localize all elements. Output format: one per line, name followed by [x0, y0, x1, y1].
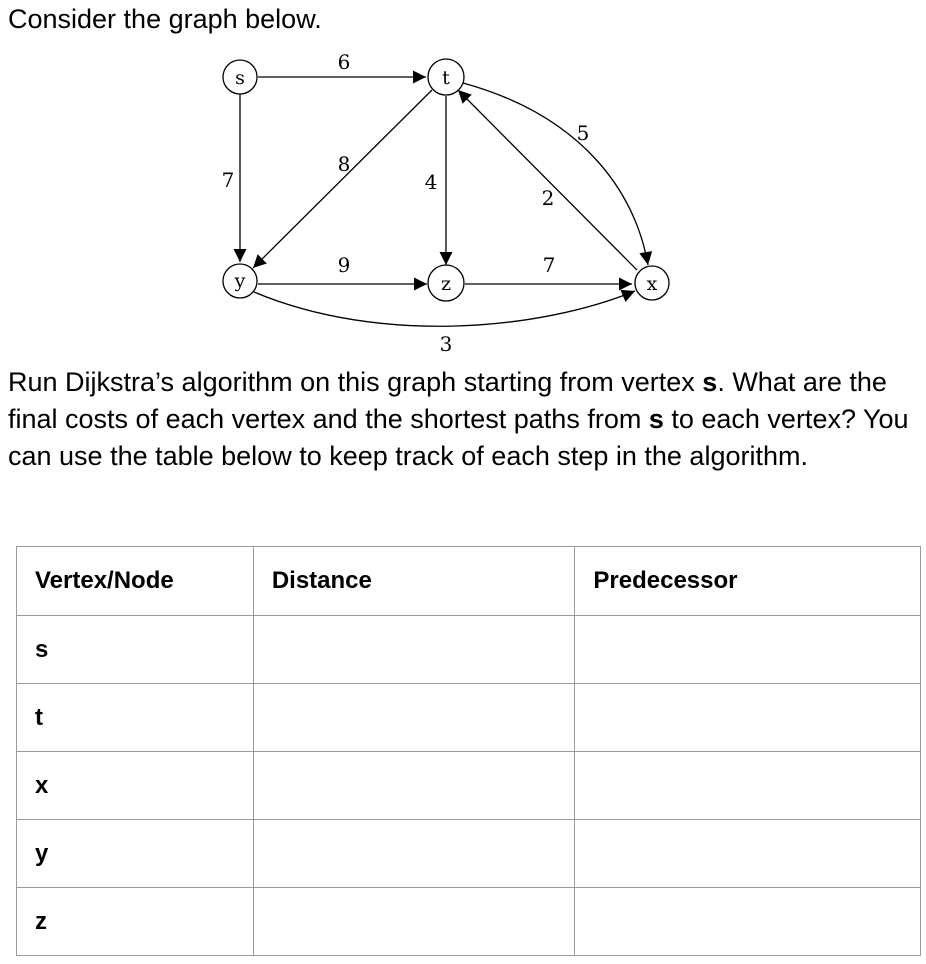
vertex-cell: z: [17, 888, 254, 956]
table-row: [17, 752, 921, 820]
weight-t-x: 5: [576, 121, 590, 145]
predecessor-cell[interactable]: [575, 752, 921, 820]
node-y-label: y: [234, 270, 246, 292]
predecessor-cell[interactable]: [575, 888, 921, 956]
node-s: [223, 60, 257, 94]
table-row: [17, 820, 921, 888]
weight-z-x: 7: [542, 253, 556, 277]
node-x-label: x: [646, 273, 658, 295]
vertex-cell: t: [17, 684, 254, 752]
node-s-label: s: [235, 67, 245, 89]
weight-s-t: 6: [337, 50, 351, 74]
question-bold-1: s: [702, 367, 718, 397]
distance-cell[interactable]: [253, 820, 575, 888]
edge-x-t: [458, 90, 637, 270]
question-bold-2: s: [648, 404, 664, 434]
question-part-1: Run Dijkstra’s algorithm on this graph starting from vertex: [8, 367, 703, 397]
question-part-2: . What are the final costs of each vertex and the shortest paths from: [8, 367, 887, 434]
table-header-row: [17, 547, 921, 616]
intro-text: Consider the graph below.: [8, 4, 322, 34]
edge-t-y: [253, 90, 432, 268]
vertex-cell: y: [17, 820, 254, 888]
weight-y-x: 3: [439, 332, 453, 356]
dijkstra-table: [16, 546, 921, 956]
distance-cell[interactable]: [253, 752, 575, 820]
weight-x-t: 2: [541, 186, 555, 210]
distance-cell[interactable]: [253, 684, 575, 752]
header-vertex: Vertex/Node: [17, 547, 254, 616]
weight-t-y: 8: [337, 152, 351, 176]
distance-cell[interactable]: [253, 888, 575, 956]
header-predecessor: Predecessor: [575, 547, 921, 616]
header-distance: Distance: [253, 547, 575, 616]
node-t-label: t: [442, 67, 450, 89]
edge-t-x: [463, 83, 648, 265]
graph-diagram: [0, 0, 926, 360]
question-part-3: to each vertex? You can use the table below to keep track of each step in the algorithm.: [8, 404, 909, 471]
node-z: [428, 265, 464, 301]
question-text: [8, 364, 920, 475]
table-row: [17, 684, 921, 752]
predecessor-cell[interactable]: [575, 616, 921, 684]
predecessor-cell[interactable]: [575, 820, 921, 888]
weight-y-z: 9: [337, 253, 351, 277]
weight-s-y: 7: [221, 168, 235, 192]
predecessor-cell[interactable]: [575, 684, 921, 752]
vertex-cell: x: [17, 752, 254, 820]
table-row: [17, 616, 921, 684]
node-x: [635, 266, 669, 300]
node-z-label: z: [440, 273, 452, 295]
vertex-cell: s: [17, 616, 254, 684]
node-y: [223, 264, 257, 298]
distance-cell[interactable]: [253, 616, 575, 684]
table-row: [17, 888, 921, 956]
node-t: [428, 59, 464, 95]
weight-t-z: 4: [424, 170, 438, 194]
